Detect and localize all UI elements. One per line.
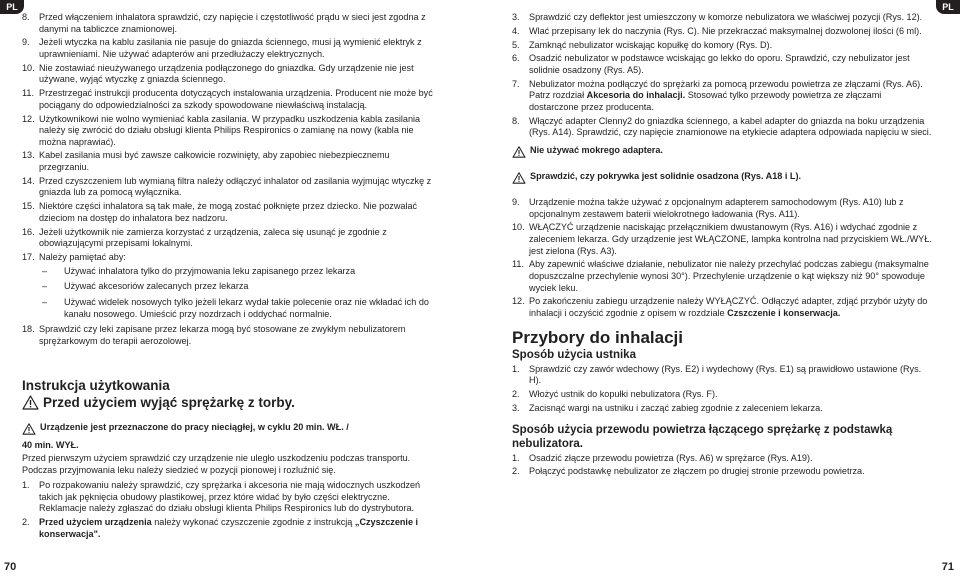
plain-phrase: Jeżeli wtyczka na kablu zasilania nie pasuje do gniazda ściennego, musi ją wymienić elektryk z uprawnieniami. Nie używać adapterów ani przedłużaczy elektrycznych. [39, 37, 422, 59]
item-number: 15. [22, 201, 35, 212]
item-number: 5. [512, 39, 520, 50]
warning-block [22, 422, 438, 440]
plain-phrase: Sprawdzić czy zawór wdechowy (Rys. E2) i wydechowy (Rys. E1) są prawidłowo ustawione (Rys. H). [529, 363, 922, 386]
item-text [529, 259, 932, 294]
item-number: 11. [512, 259, 524, 270]
item-text [529, 389, 932, 401]
list-item [22, 12, 438, 35]
warning-icon [512, 145, 526, 163]
dash-item [42, 281, 438, 293]
item-text [529, 222, 932, 257]
item-text: Po rozpakowaniu należy sprawdzić, czy sprężarka i akcesoria nie mają widocznych uszkodzeń takich jak pęknięcia obudowy plastikowej, przez które widać by było części elektryczne. Reklamacje należy zgłaszać do działu obsługi klienta Philips Respironics lub do dystrybutora. [39, 480, 421, 514]
plain-phrase: Osadzić nebulizator w podstawce wciskając go lekko do oporu. Sprawdzić, czy nebulizator jest solidnie osadzony (Rys. A5). [529, 53, 910, 75]
language-tab-left-label: PL [6, 2, 18, 12]
plain-phrase: Przed czyszczeniem lub wymianą filtra należy odłączyć inhalator od zasilania wyjmując wtyczkę z gniazda lub za pomocą wyłącznika. [39, 175, 432, 198]
steps-list [512, 197, 932, 320]
list-item [512, 79, 932, 114]
item-text [529, 26, 932, 38]
item-text [39, 201, 438, 224]
plain-phrase: Stosować tylko przewody powietrza ze złączami dostarczone przez producenta. [529, 90, 882, 112]
warning-text: Sprawdzić, czy pokrywka jest solidnie osadzona (Rys. A18 i L). [530, 171, 802, 182]
item-text [39, 176, 438, 199]
item-text [39, 252, 438, 264]
item-number: 10. [512, 222, 525, 233]
warning-text: Przed użyciem wyjąć sprężarkę z torby. [43, 394, 295, 410]
remember-list [22, 266, 438, 320]
steps-list [512, 453, 932, 478]
list-item [22, 517, 438, 540]
language-tab-left [0, 0, 24, 14]
item-number: 1. [512, 452, 520, 463]
dash-item [42, 297, 438, 320]
item-text [529, 453, 932, 465]
item-number: 8. [512, 115, 520, 126]
item-number: 9. [512, 197, 520, 208]
plain-phrase: WŁĄCZYĆ urządzenie naciskając przełącznikiem dwustanowym (Rys. A16) i wdychać zgodnie z zaleceniem lekarza. Gdy urządzenie jest WŁĄCZONE, lampka kontrolna nad przyciskiem WŁ./WYŁ. jest zielona (Rys. A3). [529, 222, 932, 256]
list-item [22, 227, 438, 250]
language-tab-right-label: PL [942, 2, 954, 12]
language-tab-right [936, 0, 960, 14]
item-text [529, 296, 932, 319]
plain-phrase: Przed włączeniem inhalatora sprawdzić, czy napięcie i częstotliwość prądu w sieci jest zgodna z danymi na tabliczce znamionowej. [39, 12, 426, 34]
plain-phrase: Należy pamiętać aby: [39, 251, 126, 262]
plain-phrase: Niektóre części inhalatora są tak małe, że mogą zostać połknięte przez dziecko. Nie pozwalać dzieciom na dostęp do inhalatora bez nadzoru. [39, 201, 418, 223]
list-item [512, 197, 932, 220]
item-number: 3. [512, 12, 520, 22]
item-text: Sprawdzić czy leki zapisane przez lekarza mogą być stosowane ze zwykłym nebulizatorem sprężarkowym do terapii aerozolowej. [39, 324, 406, 346]
warning-text: Nie używać mokrego adaptera. [530, 145, 663, 156]
plain-phrase: Włożyć ustnik do kopułki nebulizatora (Rys. F). [529, 389, 718, 400]
item-text [39, 88, 438, 111]
dash-text: Używać widelek nosowych tylko jeżeli lekarz wydał takie polecenie oraz nie wkładać ich do kanału nosowego. Umieścić przy nozdrzach i oddychać normalnie. [64, 296, 429, 319]
list-item [512, 26, 932, 38]
list-item [512, 364, 932, 387]
item-text [529, 364, 932, 387]
item-number: 18. [22, 324, 35, 335]
dash-marker: – [42, 265, 48, 276]
plain-phrase: Aby zapewnić właściwe działanie, nebulizator nie należy przechylać podczas zabiegu (maksymalne dopuszczalne przechylenie wynosi 30°). Przechylenie urządzenie o kąt większy niż 90° spowoduje wyciek leku. [529, 259, 929, 293]
list-item [22, 114, 438, 149]
bold-phrase: Przed użyciem urządzenia [39, 517, 152, 528]
right-column [512, 12, 932, 480]
bold-phrase: Czszczenie i konserwacja. [727, 307, 841, 318]
item-number: 16. [22, 226, 35, 237]
warning-block [22, 395, 438, 415]
list-item [22, 252, 438, 264]
plain-phrase: Nie zostawiać nieużywanego urządzenia podłączonego do gniazdka. Gdy urządzenie nie jest używane, wyjąć wtyczkę z gniazda ściennego. [39, 62, 414, 85]
item-number: 8. [22, 12, 30, 22]
list-item [22, 201, 438, 224]
paragraph: Przed pierwszym użyciem sprawdzić czy urządzenie nie uległo uszkodzeniu podczas transportu. Podczas przyjmowania leku należy siedzieć w pozycji pionowej i rozluźnić się. [22, 453, 411, 475]
dash-item [42, 266, 438, 278]
item-number: 2. [512, 466, 520, 477]
subsection-title: Sposób użycia przewodu powietrza łączącego sprężarkę z podstawką nebulizatora. [512, 423, 893, 450]
item-number: 1. [512, 363, 520, 374]
left-column [22, 12, 438, 543]
bold-phrase: Akcesoria do inhalacji. [586, 90, 686, 101]
item-text [39, 227, 438, 250]
dash-text: Używać akcesoriów zalecanych przez lekarza [64, 281, 249, 292]
list-item [512, 259, 932, 294]
item-number: 1. [22, 480, 30, 491]
item-number: 12. [512, 296, 525, 307]
plain-phrase: Sprawdzić czy deflektor jest umieszczony w komorze nebulizatora we właściwej pozycji (Rys. 12). [529, 12, 923, 22]
item-number: 11. [22, 88, 34, 99]
item-number: 4. [512, 25, 520, 36]
item-number: 13. [22, 150, 35, 161]
list-item [22, 176, 438, 199]
warning-icon [512, 171, 526, 189]
item-text [39, 37, 438, 60]
item-text [529, 197, 932, 220]
warning-block [512, 171, 932, 189]
warning-text-continued: 40 min. WYŁ. [22, 439, 79, 450]
item-number: 6. [512, 53, 520, 64]
item-number: 9. [22, 37, 30, 48]
item-number: 7. [512, 78, 520, 89]
item-text [529, 79, 932, 114]
list-item [22, 37, 438, 60]
section-title: Instrukcja użytkowania [22, 377, 170, 393]
list-item [512, 40, 932, 52]
item-text [529, 116, 932, 139]
safety-list [22, 12, 438, 264]
plain-phrase: Kabel zasilania musi być zawsze całkowicie rozwinięty, aby zapobiec niebezpiecznemu przegrzaniu. [39, 150, 390, 173]
steps-list [512, 12, 932, 139]
warning-icon [22, 422, 36, 440]
bold-phrase: „Czyszczenie i konserwacja". [39, 517, 419, 539]
list-item [22, 88, 438, 111]
item-number: 14. [22, 175, 35, 186]
list-item [512, 222, 932, 257]
list-item [22, 63, 438, 86]
subsection-title: Sposób użycia ustnika [512, 348, 636, 361]
item-text [529, 12, 932, 24]
list-item [512, 466, 932, 478]
list-item [512, 12, 932, 24]
item-text [39, 517, 438, 540]
list-item [22, 480, 438, 515]
item-text [39, 63, 438, 86]
list-item [512, 389, 932, 401]
item-number: 2. [512, 389, 520, 400]
item-number: 10. [22, 62, 35, 73]
plain-phrase: Włączyć adapter Clenny2 do gniazdka ściennego, a kabel adapter do gniazda na boku urządzenia (Rys. A14). Sprawdzić, czy napięcie znamionowe na etykiecie adaptera odpowiada napięciu w sieci. [529, 115, 932, 138]
warning-icon [22, 395, 39, 415]
plain-phrase: Zamknąć nebulizator wciskając kopułkę do komory (Rys. D). [529, 39, 773, 50]
steps-list [512, 364, 932, 415]
list-item [512, 53, 932, 76]
plain-phrase: Urządzenie można także używać z opcjonalnym adapterem samochodowym (Rys. A10) lub z opcjonalnym zestawem baterii wielokrotnego ładowania (Rys. A11). [529, 197, 904, 219]
list-item [512, 453, 932, 465]
plain-phrase: Po zakończeniu zabiegu urządzenie należy WYŁĄCZYĆ. Odłączyć adapter, zdjąć przybór użyty do inhalacji i oczyścić zgodnie z opisem w rozdziale [529, 296, 928, 318]
plain-phrase: Osadzić złącze przewodu powietrza (Rys. A6) w sprężarce (Rys. A19). [529, 452, 813, 463]
section-title: Przybory do inhalacji [512, 327, 683, 347]
list-item [22, 150, 438, 173]
page-number-left: 70 [4, 561, 17, 573]
dash-text: Używać inhalatora tylko do przyjmowania leku zapisanego przez lekarza [64, 265, 356, 276]
plain-phrase: należy wykonać czyszczenie zgodnie z instrukcją [151, 517, 355, 528]
item-number: 12. [22, 113, 35, 124]
item-text [529, 40, 932, 52]
plain-phrase: Użytkownikowi nie wolno wymieniać kabla zasilania. W przypadku uszkodzenia kabla zasilania należy się zwrócić do działu obsługi klienta Philips Respironics o zamianę na nowy (kabla nie można naprawiać). [39, 113, 421, 147]
list-item [22, 324, 438, 347]
plain-phrase: Jeżeli użytkownik nie zamierza korzystać z urządzenia, zaleca się usunąć je zgodnie z obowiązującymi przepisami lokalnymi. [39, 226, 387, 249]
item-text [529, 466, 932, 478]
item-text [39, 114, 438, 149]
item-text [39, 150, 438, 173]
item-text [529, 53, 932, 76]
item-text [39, 12, 438, 35]
item-text [529, 403, 932, 415]
plain-phrase: Wlać przepisany lek do naczynia (Rys. C). Nie przekraczać maksymalnej dozwolonej ilości (6 ml). [529, 25, 922, 36]
plain-phrase: Nebulizator można podłączyć do sprężarki za pomocą przewodu powietrza ze złączami (Rys. A6). Patrz rozdział [529, 78, 923, 101]
warning-block [512, 145, 932, 163]
list-item [512, 403, 932, 415]
item-number: 17. [22, 251, 35, 262]
list-item [512, 296, 932, 319]
item-number: 3. [512, 402, 520, 413]
list-item [512, 116, 932, 139]
plain-phrase: Połączyć podstawkę nebulizator ze złączem po drugiej stronie przewodu powietrza. [529, 466, 865, 477]
item-number: 2. [22, 517, 30, 528]
dash-marker: – [42, 296, 48, 307]
warning-text: Urządzenie jest przeznaczone do pracy nieciągłej, w cyklu 20 min. WŁ. / [40, 421, 349, 432]
plain-phrase: Przestrzegać instrukcji producenta dotyczących instalowania urządzenia. Producent nie może być pociągany do odpowiedzialności za szkody spowodowane niewłaściwą instalacją. [39, 88, 433, 110]
dash-marker: – [42, 281, 48, 292]
plain-phrase: Zacisnąć wargi na ustniku i zacząć zabieg zgodnie z zaleceniem lekarza. [529, 402, 823, 413]
page-number-right: 71 [941, 561, 954, 573]
